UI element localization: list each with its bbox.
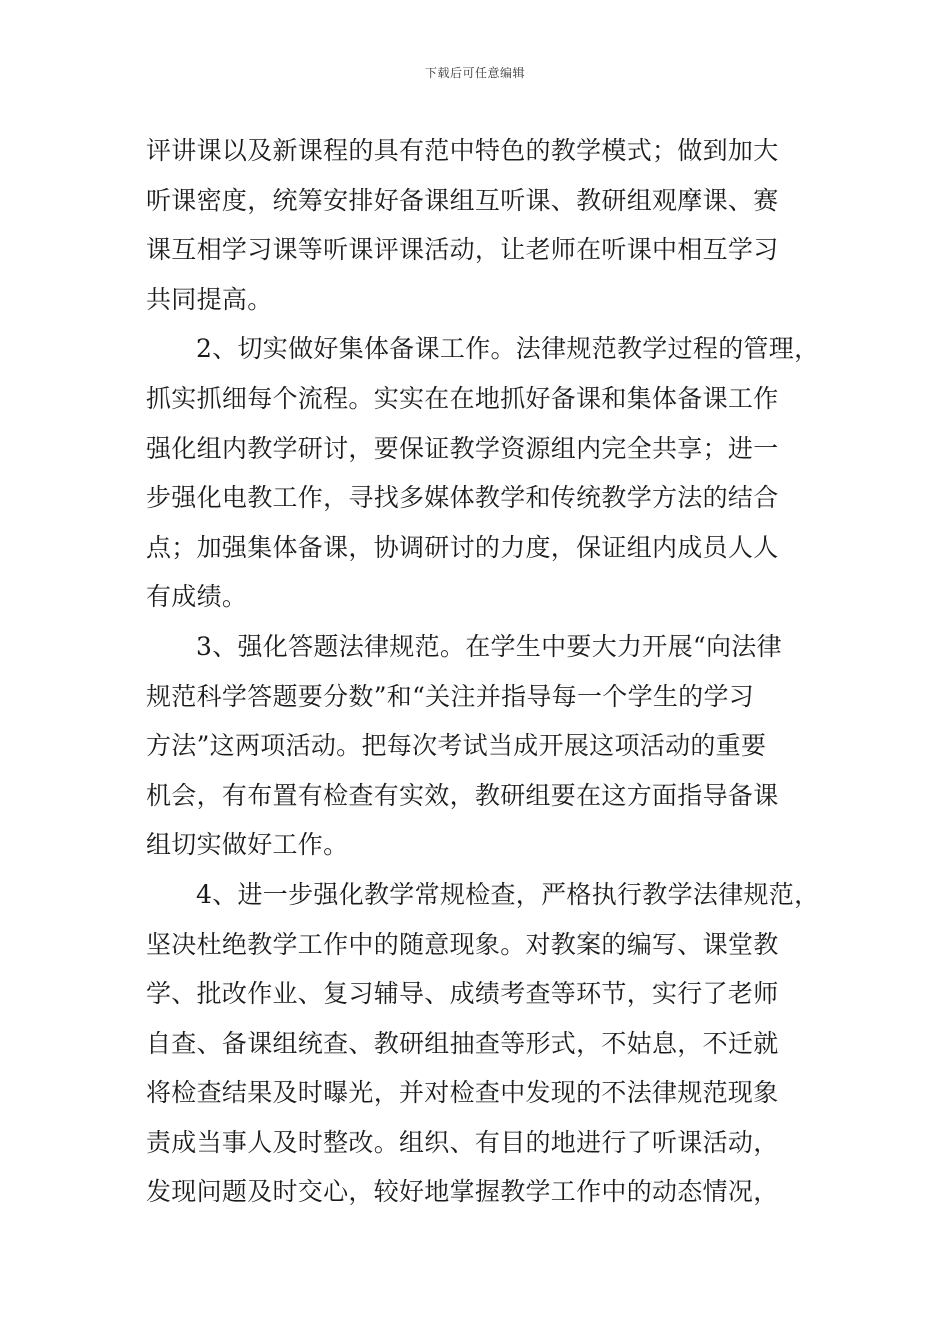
text-line: 听课密度，统筹安排好备课组互听课、教研组观摩课、赛 <box>146 185 779 215</box>
text-line: 共同提高。 <box>146 284 273 314</box>
text-line: 点；加强集体备课，协调研讨的力度，保证组内成员人人 <box>146 532 779 562</box>
text-line: 发现问题及时交心，较好地掌握教学工作中的动态情况， <box>146 1177 779 1207</box>
text-line: 学、批改作业、复习辅导、成绩考查等环节，实行了老师 <box>146 979 779 1009</box>
text-line: 步强化电教工作，寻找多媒体教学和传统教学方法的结合 <box>146 483 779 513</box>
page-header: 下载后可任意编辑 <box>424 66 525 80</box>
text-line: 组切实做好工作。 <box>146 830 349 860</box>
text-line: 机会，有布置有检查有实效，教研组要在这方面指导备课 <box>146 780 779 810</box>
text-line: 2、切实做好集体备课工作。法律规范教学过程的管理， <box>196 334 820 364</box>
text-line: 评讲课以及新课程的具有范中特色的教学模式；做到加大 <box>146 136 779 165</box>
text-line: 责成当事人及时整改。组织、有目的地进行了听课活动， <box>146 1127 779 1157</box>
text-line: 坚决杜绝教学工作中的随意现象。对教案的编写、课堂教 <box>146 929 779 959</box>
text-line: 将检查结果及时曝光，并对检查中发现的不法律规范现象 <box>146 1078 779 1108</box>
text-line: 抓实抓细每个流程。实实在在地抓好备课和集体备课工作 <box>146 383 779 413</box>
text-line: 4、进一步强化教学常规检查，严格执行教学法律规范， <box>196 879 820 909</box>
text-line: 有成绩。 <box>146 582 248 612</box>
text-line: 3、强化答题法律规范。在学生中要大力开展“向法律 <box>196 631 782 661</box>
text-line: 方法”这两项活动。把每次考试当成开展这项活动的重要 <box>146 731 767 761</box>
text-line: 课互相学习课等听课评课活动，让老师在听课中相互学习 <box>146 235 779 265</box>
document-body <box>146 126 820 1217</box>
text-line: 自查、备课组统查、教研组抽查等形式，不姑息，不迁就 <box>146 1028 779 1058</box>
text-line: 规范科学答题要分数”和“关注并指导每一个学生的学习 <box>146 681 755 711</box>
text-line: 强化组内教学研讨，要保证教学资源组内完全共享；进一 <box>146 433 779 463</box>
